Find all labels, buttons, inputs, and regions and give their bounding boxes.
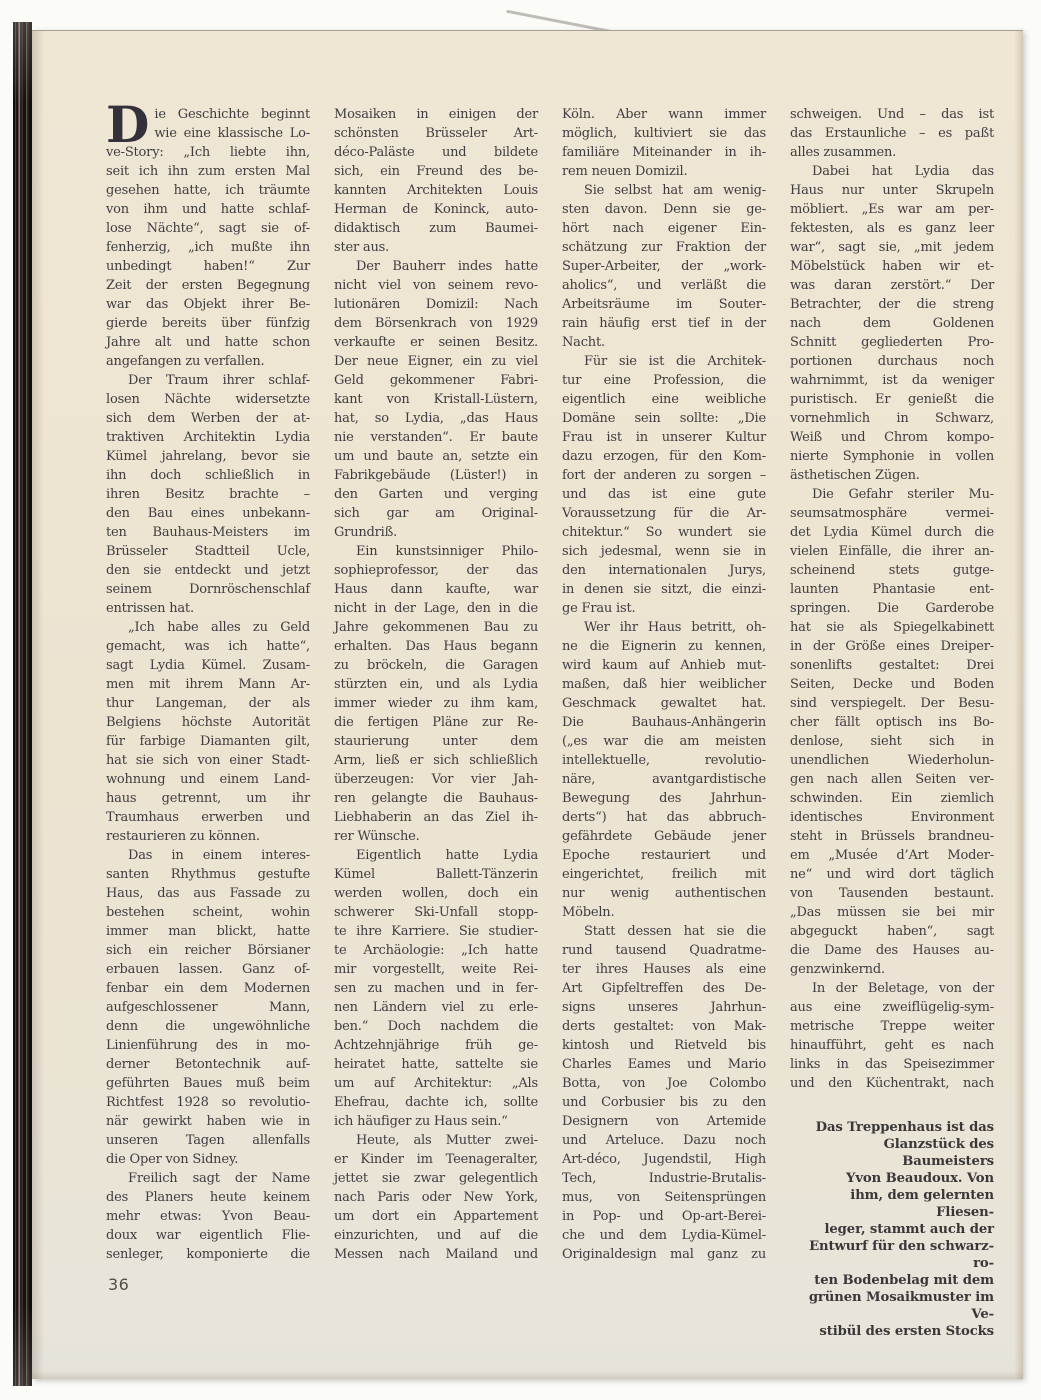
- text-line: Haus nur unter Skrupeln: [790, 183, 994, 198]
- text-line: Herman de Koninck, auto-: [334, 202, 538, 217]
- text-line: restaurieren zu können.: [106, 829, 260, 844]
- text-line: den sie entdeckt und jetzt: [106, 563, 310, 578]
- text-line: lose Nächte“, sagt sie of-: [106, 221, 310, 236]
- text-line: entrissen hat.: [106, 601, 194, 616]
- text-line: Sie selbst hat am wenig-: [584, 183, 766, 198]
- text-line: näre, avantgardistische: [562, 772, 766, 787]
- text-column-4: [790, 105, 994, 1340]
- text-line: dem Börsenkrach von 1929: [334, 316, 538, 331]
- text-line: Belgiens höchste Autorität: [106, 715, 310, 730]
- text-line: Frau ist in unserer Kultur: [562, 430, 766, 445]
- text-line: Eigentlich hatte Lydia: [356, 848, 538, 863]
- text-line: aholics“, und verläßt die: [562, 278, 766, 293]
- magazine-page: [32, 30, 1023, 1379]
- text-line: mehr etwas: Yvon Beau-: [106, 1209, 310, 1224]
- text-line: bestehen scheint, wohin: [106, 905, 310, 920]
- text-line: erbauen lassen. Ganz of-: [106, 962, 310, 977]
- text-line: Arm, ließ er sich schließlich: [334, 753, 538, 768]
- text-line: Charles Eames und Mario: [562, 1057, 766, 1072]
- text-line: aufgeschlossener Mann,: [106, 1000, 310, 1015]
- text-line: zu bröckeln, die Garagen: [334, 658, 538, 673]
- text-line: Der Traum ihrer schlaf-: [128, 373, 310, 388]
- text-line: („es war die am meisten: [562, 734, 766, 749]
- text-line: verkaufte er seinen Besitz.: [334, 335, 538, 350]
- text-line: wahrnimmt, ist da weniger: [790, 373, 994, 388]
- paragraph: [334, 846, 538, 1131]
- text-line: ben.“ Doch nachdem die: [334, 1019, 538, 1034]
- text-line: Ein kunstsinniger Philo-: [356, 544, 538, 559]
- text-line: haus getrennt, um ihr: [106, 791, 310, 806]
- text-line: hört nach eigener Ein-: [562, 221, 766, 236]
- text-line: ne die Eignerin zu kennen,: [562, 639, 766, 654]
- text-line: überzeugen: Vor vier Jah-: [334, 772, 538, 787]
- text-line: Kümel Ballett-Tänzerin: [334, 867, 538, 882]
- text-column-1: [106, 95, 310, 1340]
- text-line: Grundriß.: [334, 525, 398, 540]
- text-line: Geld gekommener Fabri-: [334, 373, 538, 388]
- text-line: gesehen hatte, ich träumte: [106, 183, 310, 198]
- text-line: Voraussetzung für die Ar-: [562, 506, 766, 521]
- paragraph: [790, 105, 994, 162]
- text-line: rain häufig erst tief in der: [562, 316, 766, 331]
- text-line: maßen, daß hier weiblicher: [562, 677, 766, 692]
- text-line: schätzung zur Fraktion der: [562, 240, 766, 255]
- text-line: um und baute an, setzte ein: [334, 449, 538, 464]
- text-line: staurierung unter dem: [334, 734, 538, 749]
- text-line: sind verspiegelt. Der Besu-: [790, 696, 994, 711]
- paragraph: [106, 618, 310, 846]
- text-line: ne“ und wird dort täglich: [790, 867, 994, 882]
- text-line: aus eine zweiflügelig-sym-: [790, 1000, 994, 1015]
- text-line: déco-Paläste und bildete: [334, 145, 538, 160]
- text-line: seumsatmosphäre vermei-: [790, 506, 994, 521]
- text-line: Jahre gekommenen Bau zu: [334, 620, 538, 635]
- text-line: rem neuen Domizil.: [562, 164, 688, 179]
- text-line: portionen durchaus noch: [790, 354, 994, 369]
- text-line: Geschmack gewaltet hat.: [562, 696, 766, 711]
- text-line: Super-Arbeiter, der „work-: [562, 259, 766, 274]
- text-line: launten Phantasie ent-: [790, 582, 994, 597]
- text-line: nur wenig authentischen: [562, 886, 766, 901]
- text-line: heiratet hatte, sattelte sie: [334, 1057, 538, 1072]
- text-line: Freilich sagt der Name: [128, 1171, 310, 1186]
- paragraph: [562, 352, 766, 618]
- text-line: fort der anderen zu sorgen –: [562, 468, 766, 483]
- caption-line: leger, stammt auch der: [824, 1222, 994, 1237]
- text-line: um auf Architektur: „Als: [334, 1076, 538, 1091]
- text-line: den Garten und verging: [334, 487, 538, 502]
- text-line: Designern von Artemide: [562, 1114, 766, 1129]
- text-line: när gewirkt haben wie in: [106, 1114, 310, 1129]
- text-line: Heute, als Mutter zwei-: [356, 1133, 538, 1148]
- text-line: war das Objekt ihrer Be-: [106, 297, 310, 312]
- text-line: er Kinder im Teenageralter,: [334, 1152, 538, 1167]
- text-column-3: [562, 105, 766, 1340]
- text-line: ich häufiger zu Haus sein.“: [334, 1114, 508, 1129]
- text-line: eingerichtet, freilich mit: [562, 867, 766, 882]
- text-line: stürzten ein, und als Lydia: [334, 677, 538, 692]
- text-line: den Bau eines unbekann-: [106, 506, 310, 521]
- text-line: angefangen zu verfallen.: [106, 354, 265, 369]
- text-line: war“, sagt sie, „mit jedem: [790, 240, 994, 255]
- article-body: [106, 95, 994, 1340]
- text-line: Möbelstück haben wir et-: [790, 259, 994, 274]
- text-line: hinaufführt, geht es nach: [790, 1038, 994, 1053]
- caption-line: ihm, dem gelernten Fliesen-: [850, 1188, 994, 1220]
- text-line: Kümel jahrelang, bevor sie: [106, 449, 310, 464]
- text-line: traktiven Architektin Lydia: [106, 430, 310, 445]
- text-line: nach Paris oder New York,: [334, 1190, 538, 1205]
- text-line: det Lydia Kümel durch die: [790, 525, 994, 540]
- text-line: thur Langeman, der als: [106, 696, 310, 711]
- text-line: Die Gefahr steriler Mu-: [812, 487, 994, 502]
- text-line: die fertigen Pläne zur Re-: [334, 715, 538, 730]
- paragraph: [790, 485, 994, 979]
- text-line: hat, so Lydia, „das Haus: [334, 411, 538, 426]
- text-line: santen Rhythmus gestufte: [106, 867, 310, 882]
- paragraph: [106, 1169, 310, 1264]
- page-crease: [32, 31, 44, 1379]
- text-line: sten davon. Denn sie ge-: [562, 202, 766, 217]
- paragraph: [790, 979, 994, 1093]
- text-line: te ihre Karriere. Sie studier-: [334, 924, 538, 939]
- text-line: und Arteluce. Dazu noch: [562, 1133, 766, 1148]
- text-line: Ehefrau, dachte ich, sollte: [334, 1095, 538, 1110]
- text-line: cher fällt optisch ins Bo-: [790, 715, 994, 730]
- text-line: von ihm und hatte schlaf-: [106, 202, 310, 217]
- text-line: gierde bereits über fünfzig: [106, 316, 310, 331]
- text-line: Bewegung des Jahrhun-: [562, 791, 766, 806]
- text-line: che und dem Lydia-Kümel-: [562, 1228, 766, 1243]
- text-line: tur eine Profession, die: [562, 373, 766, 388]
- text-line: und das ist eine gute: [562, 487, 766, 502]
- text-line: ten Bauhaus-Meisters im: [106, 525, 310, 540]
- drop-cap: D: [106, 95, 150, 154]
- caption-line: ten Bodenbelag mit dem: [814, 1273, 994, 1288]
- text-line: Linienführung des in mo-: [106, 1038, 310, 1053]
- text-line: Köln. Aber wann immer: [562, 107, 766, 122]
- text-line: Liebhaberin an das Ziel ih-: [334, 810, 538, 825]
- text-line: Brüsseler Stadtteil Ucle,: [106, 544, 310, 559]
- text-line: fenherzig, „ich mußte ihn: [106, 240, 310, 255]
- text-line: in denen sie sitzt, die einzi-: [562, 582, 766, 597]
- text-line: Messen nach Mailand und: [334, 1247, 538, 1262]
- text-line: ie Geschichte beginnt: [154, 107, 310, 122]
- text-line: kintosh und Rietveld bis: [562, 1038, 766, 1053]
- text-line: hat sie als Spiegelkabinett: [790, 620, 994, 635]
- photo-caption: [790, 1119, 994, 1340]
- text-line: sen zu machen und in fer-: [334, 981, 538, 996]
- text-line: werden wollen, doch ein: [334, 886, 538, 901]
- text-line: um dort ein Appartement: [334, 1209, 538, 1224]
- text-line: nierte Symphonie in vollen: [790, 449, 994, 464]
- text-line: unbedingt haben!“ Zur: [106, 259, 310, 274]
- text-line: sich dem Werben der at-: [106, 411, 310, 426]
- text-line: puristisch. Er genießt die: [790, 392, 994, 407]
- text-line: Haus dann kaufte, war: [334, 582, 538, 597]
- caption-line: Yvon Beaudoux. Von: [846, 1171, 994, 1186]
- text-line: in der Größe eines Dreiper-: [790, 639, 994, 654]
- text-line: Arbeitsräume im Souter-: [562, 297, 766, 312]
- text-line: eigentlich eine weibliche: [562, 392, 766, 407]
- text-line: Fabrikgebäude (Lüster!) in: [334, 468, 538, 483]
- text-line: von Tausenden bestaunt.: [790, 886, 994, 901]
- text-line: nicht viel von seinem revo-: [334, 278, 538, 293]
- text-line: scheinend stets gutge-: [790, 563, 994, 578]
- text-line: „Ich habe alles zu Geld: [128, 620, 310, 635]
- binding-edge: [13, 22, 32, 1386]
- text-line: gen nach allen Seiten ver-: [790, 772, 994, 787]
- text-line: Der neue Eigner, ein zu viel: [334, 354, 538, 369]
- text-line: springen. Die Garderobe: [790, 601, 994, 616]
- text-line: Traumhaus erwerben und: [106, 810, 310, 825]
- text-line: alles zusammen.: [790, 145, 897, 160]
- text-column-2: [334, 105, 538, 1340]
- text-line: Seiten, Decke und Boden: [790, 677, 994, 692]
- text-line: Statt dessen hat sie die: [584, 924, 766, 939]
- paragraph: [334, 542, 538, 846]
- paragraph: [106, 95, 310, 371]
- text-line: dazu erzogen, für den Kom-: [562, 449, 766, 464]
- text-line: und Corbusier bis zu den: [562, 1095, 766, 1110]
- caption-line: stibül des ersten Stocks: [819, 1324, 994, 1339]
- paragraph: [562, 922, 766, 1264]
- text-line: Dabei hat Lydia das: [812, 164, 994, 179]
- text-line: sich, ein Freund des be-: [334, 164, 538, 179]
- text-line: schönsten Brüsseler Art-: [334, 126, 538, 141]
- text-line: was daran zerstört.“ Der: [790, 278, 994, 293]
- text-line: ihn doch schließlich in: [106, 468, 310, 483]
- text-line: in Pop- und Op-art-Berei-: [562, 1209, 766, 1224]
- paragraph: [562, 618, 766, 922]
- text-line: Art Gipfeltreffen des De-: [562, 981, 766, 996]
- text-line: Domäne sein sollte: „Die: [562, 411, 766, 426]
- paragraph: [334, 105, 538, 257]
- text-line: identisches Environment: [790, 810, 994, 825]
- text-line: Originaldesign mal ganz zu: [562, 1247, 766, 1262]
- text-line: steht in Brüssels brandneu-: [790, 829, 994, 844]
- text-line: sich ein reicher Börsianer: [106, 943, 310, 958]
- text-line: seit ich ihn zum ersten Mal: [106, 164, 310, 179]
- caption-line: Entwurf für den schwarz-ro-: [809, 1239, 994, 1271]
- paragraph: [562, 181, 766, 352]
- text-line: denlose, sieht sich in: [790, 734, 994, 749]
- text-line: Achtzehnjährige früh ge-: [334, 1038, 538, 1053]
- text-line: te Archäologie: „Ich hatte: [334, 943, 538, 958]
- text-line: Mosaiken in einigen der: [334, 107, 538, 122]
- text-line: chitektur.“ So wundert sie: [562, 525, 766, 540]
- text-line: losen Nächte widersetzte: [106, 392, 310, 407]
- text-line: denn die ungewöhnliche: [106, 1019, 310, 1034]
- paragraph: [106, 371, 310, 618]
- text-line: Jahre alt und hatte schon: [106, 335, 310, 350]
- text-line: Nacht.: [562, 335, 605, 350]
- text-line: rund tausend Quadratme-: [562, 943, 766, 958]
- text-line: immer man blickt, hatte: [106, 924, 310, 939]
- text-line: Die Bauhaus-Anhängerin: [562, 715, 766, 730]
- paragraph: [334, 1131, 538, 1264]
- text-line: unendlichen Wiederholun-: [790, 753, 994, 768]
- paragraph: [562, 105, 766, 181]
- text-line: Art-déco, Jugendstil, High: [562, 1152, 766, 1167]
- text-line: sich gar am Original-: [334, 506, 538, 521]
- text-line: Betrachter, der die streng: [790, 297, 994, 312]
- text-line: senleger, komponierte die: [106, 1247, 310, 1262]
- page-bottom-edge-shadow: [32, 1371, 1023, 1379]
- text-line: didaktisch zum Baumei-: [334, 221, 538, 236]
- text-line: In der Beletage, von der: [812, 981, 994, 996]
- text-line: fektesten, als es ganz leer: [790, 221, 994, 236]
- text-line: Schnitt gegliederten Pro-: [790, 335, 994, 350]
- text-line: schweigen. Und – das ist: [790, 107, 994, 122]
- text-line: Zeit der ersten Begegnung: [106, 278, 310, 293]
- text-line: nen Ländern viel zu erle-: [334, 1000, 538, 1015]
- text-line: Tech, Industrie-Brutalis-: [562, 1171, 766, 1186]
- text-line: unseren Tagen allenfalls: [106, 1133, 310, 1148]
- paragraph: [334, 257, 538, 542]
- text-line: ihren Besitz brachte –: [106, 487, 310, 502]
- text-line: Möbeln.: [562, 905, 615, 920]
- text-line: fenbar ein dem Modernen: [106, 981, 310, 996]
- text-line: Haus, das aus Fassade zu: [106, 886, 310, 901]
- text-line: möbliert. „Es war am per-: [790, 202, 994, 217]
- text-line: sagt Lydia Kümel. Zusam-: [106, 658, 310, 673]
- text-line: sonenlifts gestaltet: Drei: [790, 658, 994, 673]
- text-line: Der Bauherr indes hatte: [356, 259, 538, 274]
- text-line: sophieprofessor, der das: [334, 563, 538, 578]
- text-line: ter ihres Hauses als eine: [562, 962, 766, 977]
- text-line: nie verstanden“. Er baute: [334, 430, 538, 445]
- text-line: vielen Einfälle, die ihrer an-: [790, 544, 994, 559]
- text-line: den internationalen Jurys,: [562, 563, 766, 578]
- text-line: wie eine klassische Lo-: [154, 126, 310, 141]
- text-line: „Das müssen sie bei mir: [790, 905, 994, 920]
- text-line: gefährdete Gebäude jener: [562, 829, 766, 844]
- text-line: geführten Baues muß beim: [106, 1076, 310, 1091]
- text-line: jettet sie zwar gelegentlich: [334, 1171, 538, 1186]
- text-line: ve-Story: „Ich liebte ihn,: [106, 145, 310, 160]
- caption-line: grünen Mosaikmuster im Ve-: [808, 1290, 994, 1322]
- text-line: mus, von Seitensprüngen: [562, 1190, 766, 1205]
- page-number: 36: [108, 1275, 130, 1294]
- text-line: erhalten. Das Haus begann: [334, 639, 538, 654]
- text-line: hat sie sich von einer Stadt-: [106, 753, 310, 768]
- text-line: ren gelangte die Bauhaus-: [334, 791, 538, 806]
- text-line: mir vorgestellt, weite Rei-: [334, 962, 538, 977]
- text-line: signs unseres Jahrhun-: [562, 1000, 766, 1015]
- text-line: ästhetischen Zügen.: [790, 468, 920, 483]
- text-line: für farbige Diamanten gilt,: [106, 734, 310, 749]
- text-line: Das in einem interes-: [128, 848, 310, 863]
- text-line: die Oper von Sidney.: [106, 1152, 239, 1167]
- page-right-edge-shadow: [1014, 31, 1023, 1379]
- text-line: derts“) hat das abbruch-: [562, 810, 766, 825]
- text-line: sich jedesmal, wenn sie in: [562, 544, 766, 559]
- text-line: vornehmlich in Schwarz,: [790, 411, 994, 426]
- text-line: links in das Speisezimmer: [790, 1057, 994, 1072]
- text-line: immer wieder zu ihm kam,: [334, 696, 538, 711]
- text-line: und den Küchentrakt, nach: [790, 1076, 994, 1091]
- text-line: kant von Kristall-Lüstern,: [334, 392, 538, 407]
- text-line: die Dame des Hauses au-: [790, 943, 994, 958]
- text-line: Weiß und Chrom kompo-: [790, 430, 994, 445]
- text-line: wird kaum auf Anhieb mut-: [562, 658, 766, 673]
- text-line: schwinden. Ein ziemlich: [790, 791, 994, 806]
- text-line: Wer ihr Haus betritt, oh-: [584, 620, 766, 635]
- text-line: seinem Dornröschenschlaf: [106, 582, 310, 597]
- text-line: ster aus.: [334, 240, 390, 255]
- paragraph: [106, 846, 310, 1169]
- text-line: das Erstaunliche – es paßt: [790, 126, 994, 141]
- text-line: einzurichten, und auf die: [334, 1228, 538, 1243]
- text-line: doux war eigentlich Flie-: [106, 1228, 310, 1243]
- text-line: genzwinkernd.: [790, 962, 885, 977]
- caption-line: Glanzstück des Baumeisters: [883, 1137, 994, 1169]
- text-line: Richtfest 1928 so revolutio-: [106, 1095, 310, 1110]
- text-line: schwerer Ski-Unfall stopp-: [334, 905, 538, 920]
- text-line: metrische Treppe weiter: [790, 1019, 994, 1034]
- paragraph: [790, 162, 994, 485]
- text-line: em „Musée d’Art Moder-: [790, 848, 994, 863]
- text-line: Epoche restauriert und: [562, 848, 766, 863]
- text-line: familiäre Miteinander in ih-: [562, 145, 766, 160]
- text-line: abgeguckt haben“, sagt: [790, 924, 994, 939]
- text-line: nicht in der Lage, den in die: [334, 601, 538, 616]
- text-line: kannten Architekten Louis: [334, 183, 538, 198]
- text-line: lutionären Domizil: Nach: [334, 297, 538, 312]
- text-line: wohnung und einem Land-: [106, 772, 310, 787]
- text-line: derner Betontechnik auf-: [106, 1057, 310, 1072]
- text-line: Botta, von Joe Colombo: [562, 1076, 766, 1091]
- text-line: gemacht, was ich hatte“,: [106, 639, 310, 654]
- text-line: nach dem Goldenen: [790, 316, 994, 331]
- caption-line: Das Treppenhaus ist das: [815, 1120, 994, 1135]
- text-line: des Planers heute keinem: [106, 1190, 310, 1205]
- text-line: men mit ihrem Mann Ar-: [106, 677, 310, 692]
- text-line: rer Wünsche.: [334, 829, 420, 844]
- text-line: ge Frau ist.: [562, 601, 636, 616]
- text-line: intellektuelle, revolutio-: [562, 753, 766, 768]
- text-line: derts gestaltet: von Mak-: [562, 1019, 766, 1034]
- text-line: möglich, kultiviert sie das: [562, 126, 766, 141]
- text-line: Für sie ist die Architek-: [584, 354, 766, 369]
